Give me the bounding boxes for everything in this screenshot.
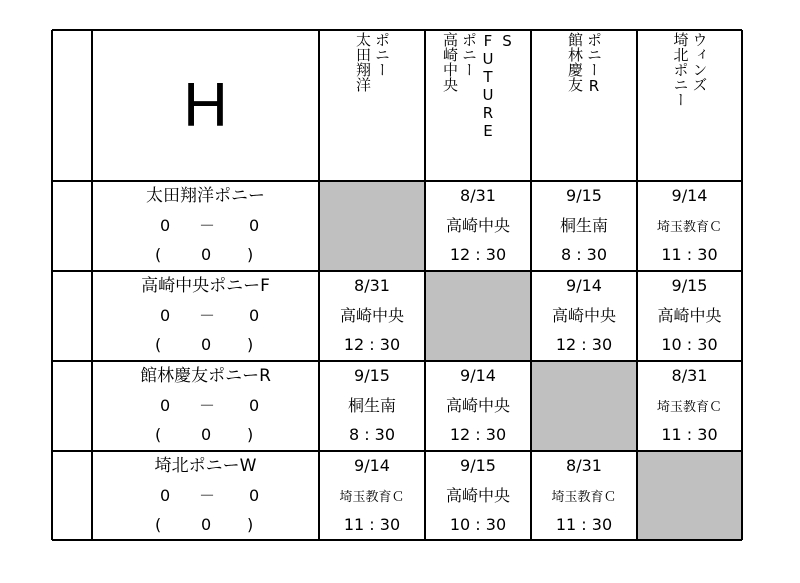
column-header-line: ポニー xyxy=(460,32,478,77)
empty-cell xyxy=(426,272,530,360)
match-time: 12 : 30 xyxy=(343,335,401,354)
match-venue: 高崎中央 xyxy=(445,216,510,235)
column-header-line: ウィンズ xyxy=(690,32,709,92)
score-dash: － xyxy=(199,396,216,415)
column-header-line: S xyxy=(498,32,516,50)
match-date: 8/31 xyxy=(354,276,390,295)
match-date: 9/14 xyxy=(566,276,602,295)
match-date: 9/15 xyxy=(671,276,708,295)
match-time: 8 : 30 xyxy=(560,245,608,264)
empty-cell xyxy=(638,452,741,539)
score-points: 0 xyxy=(201,515,212,534)
score-close: ) xyxy=(247,515,254,534)
match-time: 11 : 30 xyxy=(343,515,401,534)
match-venue: 埼玉教育Ｃ xyxy=(656,400,722,415)
score-wins: 0 xyxy=(160,306,171,325)
match-venue: 高崎中央 xyxy=(551,306,616,325)
empty-cell xyxy=(320,182,424,270)
team-name: 高崎中央ポニーF xyxy=(141,276,270,296)
score-open: ( xyxy=(155,425,162,444)
score-close: ) xyxy=(247,335,254,354)
match-date: 8/31 xyxy=(671,366,708,385)
column-header xyxy=(531,32,637,179)
match-time: 8 : 30 xyxy=(348,425,396,444)
match-time: 11 : 30 xyxy=(661,245,718,264)
grid-line-horizontal xyxy=(52,539,742,541)
corner-label: H xyxy=(183,70,228,140)
column-header-line: FUTURE xyxy=(479,32,497,140)
match-venue: 埼玉教育Ｃ xyxy=(551,490,617,505)
column-header-line: 高崎中央 xyxy=(441,32,459,92)
match-venue: 高崎中央 xyxy=(339,306,404,325)
match-venue: 桐生南 xyxy=(347,396,396,415)
team-name: 埼北ポニーW xyxy=(154,456,257,476)
team-name: 館林慶友ポニーR xyxy=(140,366,271,386)
score-wins: 0 xyxy=(160,216,171,235)
grid-line-horizontal xyxy=(52,270,742,272)
match-venue: 埼玉教育Ｃ xyxy=(656,220,722,235)
score-close: ) xyxy=(247,425,254,444)
score-losses: 0 xyxy=(249,306,260,325)
match-time: 11 : 30 xyxy=(555,515,613,534)
match-venue: 埼玉教育Ｃ xyxy=(339,490,405,505)
column-header-line: 館林慶友 xyxy=(566,32,584,92)
score-dash: － xyxy=(199,216,216,235)
column-header-line: 埼北ポニー xyxy=(671,32,690,107)
score-open: ( xyxy=(155,515,162,534)
match-time: 10 : 30 xyxy=(449,515,507,534)
column-header-line: 太田翔洋 xyxy=(354,32,372,92)
column-header-line: ポニーR xyxy=(585,32,603,95)
match-venue: 高崎中央 xyxy=(445,486,510,505)
score-losses: 0 xyxy=(249,396,260,415)
score-close: ) xyxy=(247,245,254,264)
score-losses: 0 xyxy=(249,486,260,505)
match-time: 12 : 30 xyxy=(449,425,507,444)
score-points: 0 xyxy=(201,425,212,444)
match-date: 8/31 xyxy=(460,186,496,205)
match-time: 12 : 30 xyxy=(555,335,613,354)
score-points: 0 xyxy=(201,245,212,264)
match-time: 11 : 30 xyxy=(661,425,718,444)
match-venue: 桐生南 xyxy=(559,216,608,235)
match-date: 9/15 xyxy=(354,366,390,385)
score-open: ( xyxy=(155,335,162,354)
score-dash: － xyxy=(199,486,216,505)
match-date: 9/14 xyxy=(354,456,390,475)
match-date: 9/15 xyxy=(460,456,496,475)
match-date: 9/14 xyxy=(460,366,496,385)
empty-cell xyxy=(532,362,636,450)
score-wins: 0 xyxy=(160,396,171,415)
column-header xyxy=(637,32,742,179)
match-date: 9/15 xyxy=(566,186,602,205)
column-header xyxy=(425,32,531,179)
match-venue: 高崎中央 xyxy=(657,306,722,325)
score-wins: 0 xyxy=(160,486,171,505)
match-date: 9/14 xyxy=(671,186,708,205)
score-dash: － xyxy=(199,306,216,325)
team-name: 太田翔洋ポニー xyxy=(146,186,265,206)
score-points: 0 xyxy=(201,335,212,354)
grid-line-horizontal xyxy=(52,360,742,362)
match-date: 8/31 xyxy=(566,456,602,475)
match-time: 12 : 30 xyxy=(449,245,507,264)
column-header xyxy=(319,32,425,179)
grid-line-vertical xyxy=(51,30,53,540)
column-header-line: ポニー xyxy=(373,32,391,77)
score-losses: 0 xyxy=(249,216,260,235)
score-open: ( xyxy=(155,245,162,264)
match-time: 10 : 30 xyxy=(661,335,718,354)
match-venue: 高崎中央 xyxy=(445,396,510,415)
